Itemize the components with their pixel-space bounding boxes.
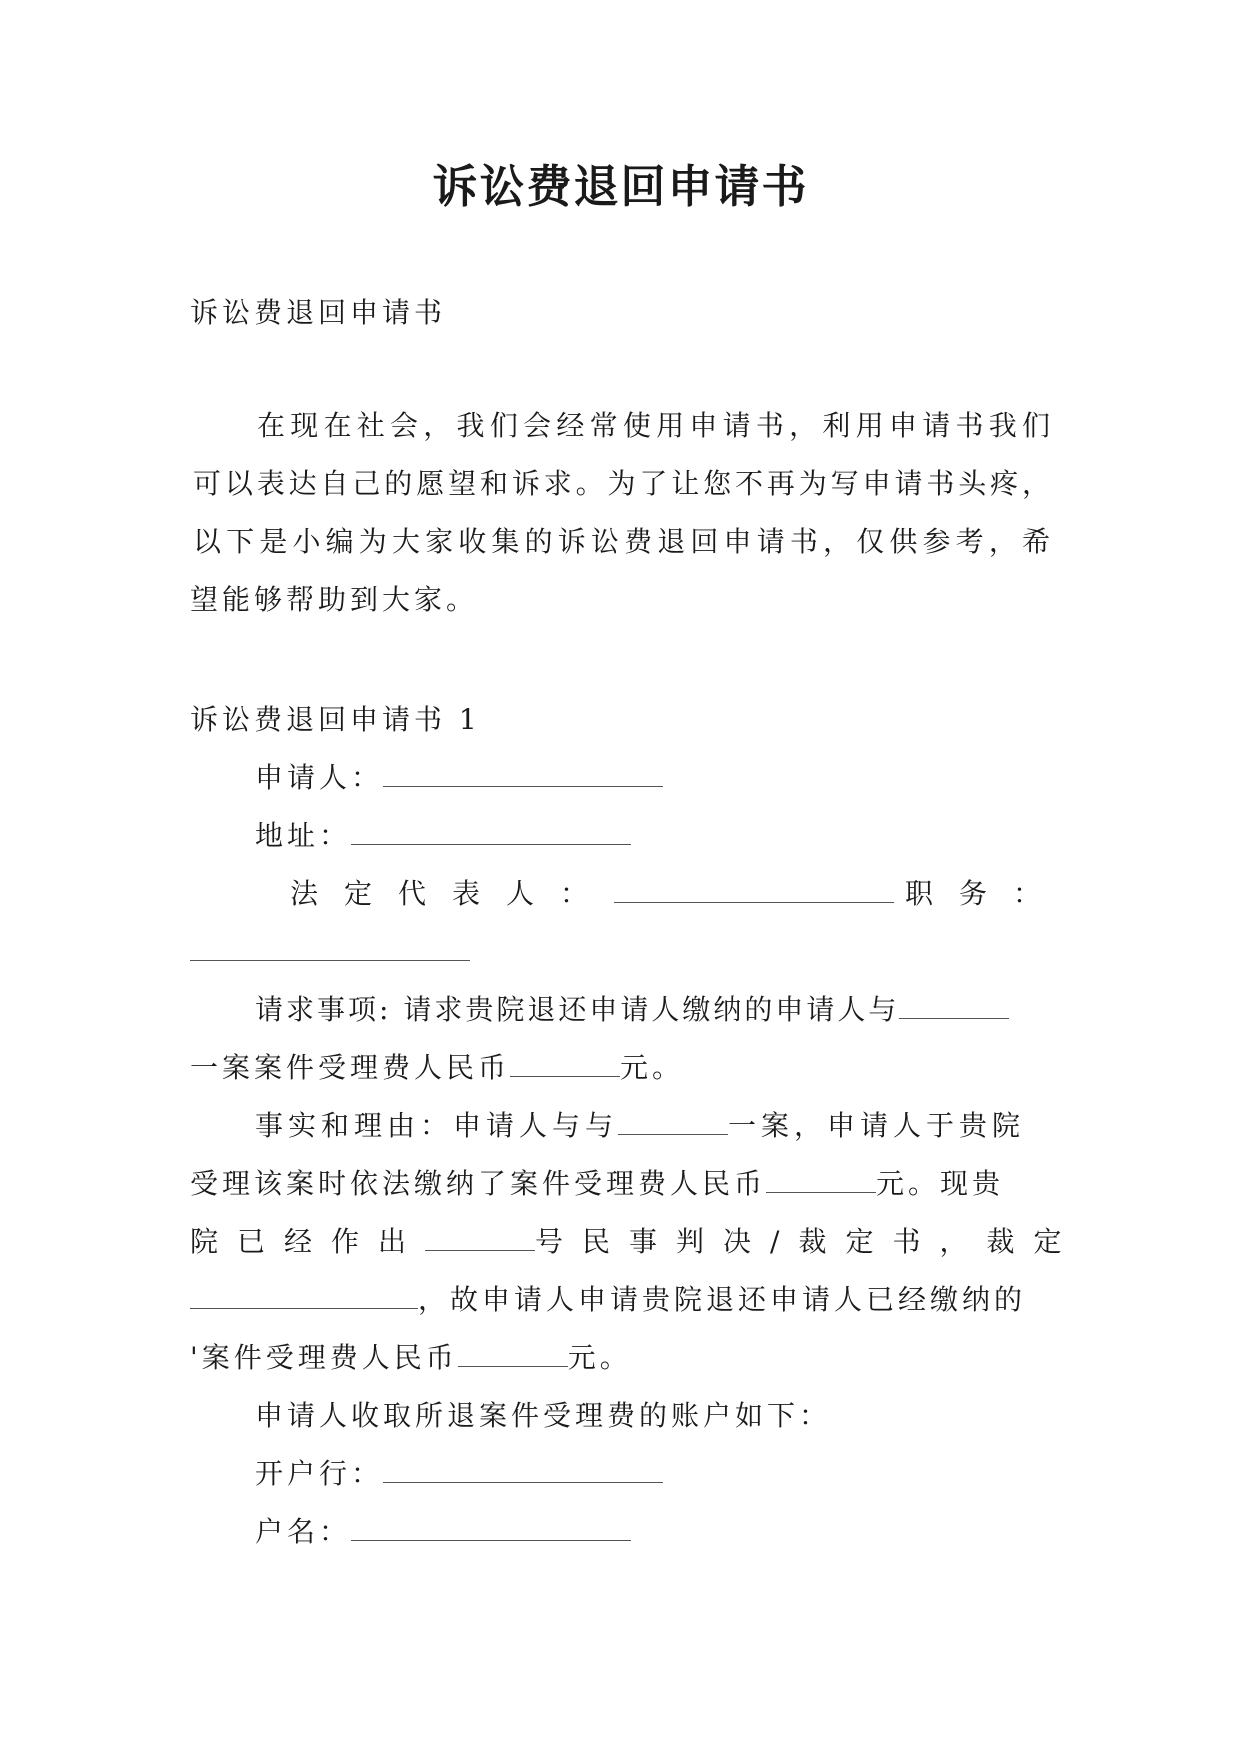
document-title: 诉讼费退回申请书 xyxy=(432,160,809,213)
facts-blank-4 xyxy=(190,1282,418,1309)
facts-blank-1 xyxy=(618,1108,728,1135)
request-line-2 xyxy=(190,1048,684,1088)
facts-line-5-suffix: 元。 xyxy=(567,1341,632,1374)
intro-line-4: 望能够帮助到大家。 xyxy=(190,583,479,616)
account-intro: 申请人收取所退案件受理费的账户如下： xyxy=(255,1399,832,1432)
request-line-2-suffix: 元。 xyxy=(620,1051,685,1084)
position-blank xyxy=(190,934,470,961)
address-field xyxy=(255,816,631,856)
intro-line-2: 可以表达自己的愿望和诉求。为了让您不再为写申请书头疼， xyxy=(193,467,1050,500)
account-name-blank xyxy=(351,1514,631,1541)
intro-line-3: 以下是小编为大家收集的诉讼费退回申请书，仅供参考，希 xyxy=(193,525,1050,558)
account-name-label: 户名： xyxy=(255,1515,352,1548)
address-blank xyxy=(351,818,631,845)
facts-blank-3 xyxy=(425,1224,535,1251)
applicant-field xyxy=(255,758,663,798)
applicant-label: 申请人： xyxy=(255,761,384,794)
account-name-field xyxy=(255,1512,631,1552)
facts-line-2-suffix: 元。现贵 xyxy=(876,1167,1005,1200)
facts-line-4 xyxy=(190,1280,1026,1320)
position-field xyxy=(905,874,1067,914)
bank-field xyxy=(255,1454,663,1494)
position-blank-line xyxy=(190,932,470,972)
request-line-2-prefix: 一案案件受理费人民币 xyxy=(190,1051,511,1084)
facts-line-2 xyxy=(190,1164,1004,1204)
bank-blank xyxy=(383,1456,663,1483)
legal-rep-field xyxy=(290,874,894,914)
facts-line-3-suffix: 号民事判决/裁定书，裁定 xyxy=(535,1225,1081,1258)
facts-line-1 xyxy=(255,1106,1025,1146)
facts-line-4-suffix: ，故申请人申请贵院退还申请人已经缴纳的 xyxy=(418,1283,1027,1316)
facts-blank-5 xyxy=(458,1340,568,1367)
bank-label: 开户行： xyxy=(255,1457,384,1490)
address-label: 地址： xyxy=(255,819,352,852)
facts-line-1-prefix: 事实和理由：申请人与与 xyxy=(255,1109,619,1142)
document-subtitle: 诉讼费退回申请书 xyxy=(190,296,447,329)
request-line-1-text: 请求事项: 请求贵院退还申请人缴纳的申请人与 xyxy=(255,993,900,1026)
position-label: 职务： xyxy=(905,877,1068,910)
facts-line-3-prefix: 院已经作出 xyxy=(190,1225,426,1258)
facts-line-1-suffix: 一案，申请人于贵院 xyxy=(728,1109,1026,1142)
request-blank-1 xyxy=(899,992,1009,1019)
legal-rep-blank xyxy=(614,876,894,903)
request-line-1 xyxy=(255,990,1009,1030)
intro-line-1: 在现在社会，我们会经常使用申请书，利用申请书我们 xyxy=(257,409,1050,442)
legal-rep-label: 法定代表人： xyxy=(290,877,615,910)
facts-line-5-prefix: '案件受理费人民币 xyxy=(190,1341,458,1374)
facts-line-3 xyxy=(190,1222,1080,1262)
facts-line-5 xyxy=(190,1338,632,1378)
section-heading: 诉讼费退回申请书 1 xyxy=(190,703,481,736)
request-blank-2 xyxy=(510,1050,620,1077)
facts-blank-2 xyxy=(766,1166,876,1193)
facts-line-2-prefix: 受理该案时依法缴纳了案件受理费人民币 xyxy=(190,1167,767,1200)
applicant-blank xyxy=(383,760,663,787)
